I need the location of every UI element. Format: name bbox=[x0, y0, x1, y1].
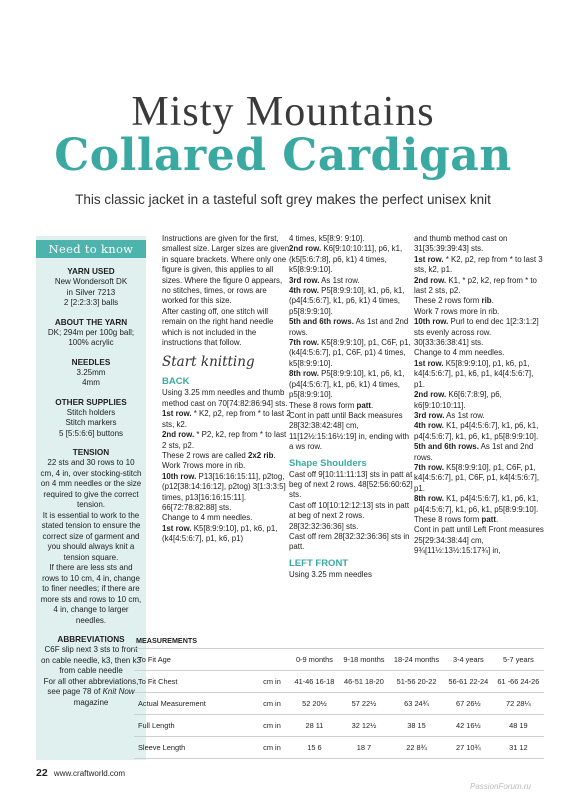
abbr-ref-text: For all other abbreviations, see page 78 of bbox=[43, 676, 139, 696]
instruction-text: Work 7rows more in rib. bbox=[162, 461, 246, 471]
page-footer bbox=[36, 767, 125, 779]
need-to-know-sidebar bbox=[36, 236, 146, 760]
instruction-row bbox=[162, 430, 292, 451]
table-cell: 9-18 months bbox=[339, 649, 389, 671]
instruction-row bbox=[414, 463, 544, 494]
row-text: P5[8:9:9:10], k1, p6, k1, (p4[4:5:6:7], k1, p6, k1) 4 times, p5[8:9:9:10]. bbox=[289, 369, 405, 400]
row-label: 10th row. bbox=[414, 317, 449, 327]
row-label: 2nd row. bbox=[414, 390, 447, 400]
table-cell: 56-61 22-24 bbox=[444, 671, 493, 693]
yarn-used-heading: YARN USED bbox=[67, 267, 115, 276]
start-knitting-heading: Start knitting bbox=[162, 354, 255, 371]
table-cell: 57 22½ bbox=[339, 693, 389, 715]
abbreviations-heading: ABBREVIATIONS bbox=[57, 635, 125, 644]
row-text: K1, p4[4:5:6:7], k1, p6, k1, p4[4:5:6:7], k1, p6, k1, p5[8:9:9:10]. bbox=[414, 494, 539, 514]
row-unit: cm in bbox=[254, 671, 290, 693]
row-unit: cm in bbox=[254, 715, 290, 737]
about-yarn-heading: ABOUT THE YARN bbox=[54, 317, 128, 327]
column-3 bbox=[414, 234, 544, 557]
table-cell: 38 15 bbox=[389, 715, 444, 737]
magazine-name: Knit Now bbox=[102, 687, 135, 696]
table-header-row bbox=[134, 633, 544, 649]
row-label: 1st row. bbox=[414, 358, 444, 368]
row-label: 1st row. bbox=[414, 254, 444, 264]
text: . bbox=[273, 450, 276, 460]
row-label: 2nd row. bbox=[414, 275, 447, 285]
tension-text: If there are less sts and rows to 10 cm, 4 in, change to finer needles; if there are more sts and rows to 10 cm, 4 in, change to larger needles. bbox=[40, 563, 142, 625]
row-label: 4th row. bbox=[289, 286, 319, 296]
column-1 bbox=[162, 234, 292, 545]
row-text: * P2, k2, rep from * to last 2 sts, p2. bbox=[162, 430, 287, 450]
instruction-text: Change to 4 mm needles. bbox=[414, 348, 505, 358]
instruction-row bbox=[162, 409, 292, 430]
shape-shoulders-heading: Shape Shoulders bbox=[289, 457, 367, 469]
row-text: K5[8:9:9:10], p1, C6F, p1, k4[4:5:6:7], p1, C6F, p1, k4[4:5:6:7], p1. bbox=[414, 462, 540, 493]
instruction-text: Using 3.25 mm needles bbox=[289, 569, 372, 579]
yarn-used-line: in Silver 7213 bbox=[66, 287, 116, 297]
table-cell: 0-9 months bbox=[290, 649, 339, 671]
row-label: 5th and 6th rows. bbox=[289, 317, 354, 327]
subtitle: This classic jacket in a tasteful soft grey makes the perfect unisex knit bbox=[75, 192, 491, 207]
instruction-text bbox=[289, 401, 413, 411]
intro-text: After casting off, one stitch will remain on the right hand needle which is not included in the instructions that follow. bbox=[162, 306, 274, 348]
text: . bbox=[371, 400, 374, 410]
watermark: PassionForum.ru bbox=[470, 782, 531, 791]
row-label: To Fit Chest bbox=[134, 671, 254, 693]
text: These 8 rows form bbox=[414, 514, 482, 524]
table-row bbox=[134, 715, 544, 737]
instruction-text: Using 3.25 mm needles and thumb method cast on 70[74:82:86:94] sts. bbox=[162, 388, 288, 408]
left-front-heading: LEFT FRONT bbox=[289, 557, 349, 569]
instruction-row bbox=[289, 286, 413, 317]
instruction-row bbox=[289, 369, 413, 400]
supplies-heading: OTHER SUPPLIES bbox=[55, 397, 127, 407]
instruction-text: Cont in patt until Back measures 28[32:38:42:48] cm, 11[12½:15:16½:19] in, ending with a ws row. bbox=[289, 410, 410, 452]
row-text: Purl to end dec 1[2:3:1:2] sts evenly across row. 30[33:36:38:41] sts. bbox=[414, 317, 539, 348]
table-cell: 5-7 years bbox=[493, 649, 544, 671]
row-label: 10th row. bbox=[162, 471, 197, 481]
row-label: 8th row. bbox=[414, 494, 444, 504]
instruction-row bbox=[162, 524, 292, 545]
text: These 2 rows form bbox=[414, 296, 482, 306]
table-cell: 31 12 bbox=[493, 737, 544, 759]
table-cell: 42 16½ bbox=[444, 715, 493, 737]
needle-size: 3.25mm bbox=[76, 367, 106, 377]
supply-item: Stitch holders bbox=[66, 407, 116, 417]
row-label: 2nd row. bbox=[162, 430, 195, 440]
term: patt bbox=[481, 514, 496, 524]
row-text: As 1st and 2nd rows. bbox=[289, 317, 409, 337]
table-cell: 18 7 bbox=[339, 737, 389, 759]
row-label: 3rd row. bbox=[289, 275, 320, 285]
instruction-text bbox=[414, 296, 544, 306]
instruction-row bbox=[414, 411, 544, 421]
instruction-row bbox=[162, 472, 292, 514]
table-cell: 67 26½ bbox=[444, 693, 493, 715]
row-text: P13[16:16:15:11], p2tog, (p12[38:14:16:12], p2tog) 3[1:3:3:5] times, p13[16:16:15:11]. 66[72:78:82:88] sts. bbox=[162, 471, 286, 512]
tension-text: It is essential to work to the stated tension to ensure the correct size of garment and you should always knit a tension square. bbox=[41, 510, 141, 562]
instruction-row bbox=[414, 359, 544, 390]
instruction-text: Cast off 10[10:12:12:13] sts in patt at beg of next 2 rows. 28[32:32:36:36] sts. bbox=[289, 500, 410, 531]
tension-text: 22 sts and 30 rows to 10 cm, 4 in, over stocking-stitch on 4 mm needles or the size required to give the correct tension. bbox=[40, 458, 142, 509]
instruction-row bbox=[414, 255, 544, 276]
row-text: K6[9:10:10:11], p6, k1, (k5[5:6:7:8], p6, k1) 4 times, k5[8:9:9:10]. bbox=[289, 244, 403, 275]
table-cell: 46-51 18-20 bbox=[339, 671, 389, 693]
instruction-text: Cast off 9[10:11:11:13] sts in patt at beg of next 2 rows. 48[52:56:60:62] sts. bbox=[289, 469, 413, 500]
sidebar-heading: Need to know bbox=[36, 240, 146, 258]
yarn-used-line: New Wondersoft DK bbox=[54, 277, 128, 286]
row-label: 1st row. bbox=[162, 409, 192, 419]
row-text: K1, * p2, k2, rep from * to last 2 sts, p2. bbox=[414, 275, 537, 296]
table-cell: 61 -66 24-26 bbox=[493, 671, 544, 693]
intro-text: Instructions are given for the first, smallest size. Larger sizes are given in square brackets. Where only one figure is given, this applies to all sizes. Where the figure 0 appears, no stitches, times, or rows are worked for this size. bbox=[162, 234, 290, 306]
term: rib bbox=[481, 296, 492, 306]
instruction-text: Cast off rem 28[32:32:36:36] sts in patt. bbox=[289, 531, 410, 552]
table-cell: 32 12½ bbox=[339, 715, 389, 737]
table-cell: 27 10¾ bbox=[444, 737, 493, 759]
row-text: K6[6:7:8:9], p6, k6[9:10:10:11]. bbox=[414, 390, 502, 410]
abbreviation-ref bbox=[40, 677, 142, 709]
table-cell: 15 6 bbox=[290, 737, 339, 759]
row-label: To Fit Age bbox=[134, 649, 254, 671]
instruction-text: and thumb method cast on 31[35:39:39:43] sts. bbox=[414, 234, 508, 254]
row-label: 5th and 6th rows. bbox=[414, 442, 479, 452]
instruction-row bbox=[414, 442, 544, 463]
table-cell: 51-56 20-22 bbox=[389, 671, 444, 693]
instruction-text bbox=[162, 451, 292, 461]
row-label: 7th row. bbox=[414, 462, 444, 472]
title-line-1: Misty Mountains bbox=[131, 89, 435, 135]
abbreviation-text: C6F slip next 3 sts to front on cable needle, k3, then k3 from cable needle bbox=[40, 645, 142, 675]
back-heading: BACK bbox=[162, 376, 190, 388]
instruction-row bbox=[414, 276, 544, 297]
row-text: K5[8:9:9:10], p1, k6, p1, (k4[4:5:6:7], p1, k6, p1) bbox=[162, 523, 278, 544]
table-cell: 48 19 bbox=[493, 715, 544, 737]
row-text: K5[8:9:9:10], p1, k6, p1, k4[4:5:6:7], p1, k6, p1, k4[4:5:6:7], p1. bbox=[414, 358, 534, 389]
table-cell: 22 8¾ bbox=[389, 737, 444, 759]
instruction-text: Work 7 rows more in rib. bbox=[414, 306, 500, 316]
table-header: MEASUREMENTS bbox=[134, 633, 544, 649]
title-line-2: Collared Cardigan bbox=[54, 130, 512, 181]
table-cell: 52 20½ bbox=[290, 693, 339, 715]
about-line: DK; 294m per 100g ball; bbox=[47, 327, 135, 337]
row-text: P5[8:9:9:10], k1, p6, k1, (p4[4:5:6:7], k1, p6, k1) 4 times, p5[8:9:9:10]. bbox=[289, 286, 405, 316]
row-label: Actual Measurement bbox=[134, 693, 254, 715]
row-label: 2nd row. bbox=[289, 244, 322, 254]
row-text: K5[8:9:9:10], p1, C6F, p1, (k4[4:5:6:7], p1, C6F, p1) 4 times, k5[8:9:9:10]. bbox=[289, 338, 411, 368]
supply-item: 5 [5:5:6:6] buttons bbox=[58, 428, 124, 438]
row-label: 4th row. bbox=[414, 421, 444, 431]
instruction-row bbox=[289, 338, 413, 369]
row-label: Sleeve Length bbox=[134, 737, 254, 759]
instruction-row bbox=[414, 421, 544, 442]
row-unit: cm in bbox=[254, 693, 290, 715]
text: These 2 rows are called bbox=[162, 450, 248, 460]
row-text: As 1st row. bbox=[319, 275, 360, 285]
text: . bbox=[491, 296, 494, 306]
instruction-text: Cont in patt until Left Front measures 25[29:34:38:44] cm, 9¾[11½:13½:15:17¾] in, bbox=[414, 525, 544, 556]
instruction-row bbox=[289, 317, 413, 338]
measurements-table bbox=[134, 633, 544, 759]
column-2 bbox=[289, 234, 413, 580]
page-number: 22 bbox=[36, 767, 48, 779]
table-row bbox=[134, 649, 544, 671]
abbr-ref-text: magazine bbox=[73, 697, 109, 707]
table-row bbox=[134, 693, 544, 715]
instruction-row bbox=[414, 494, 544, 515]
row-unit: cm in bbox=[254, 737, 290, 759]
needles-heading: NEEDLES bbox=[71, 357, 111, 367]
supply-item: Stitch markers bbox=[65, 418, 117, 427]
instruction-row bbox=[414, 390, 544, 411]
table-cell: 18-24 months bbox=[389, 649, 444, 671]
row-label: 7th row. bbox=[289, 338, 319, 348]
text: . bbox=[496, 514, 499, 524]
row-text: * K2, p2, rep from * to last 2 sts, k2. bbox=[162, 409, 291, 429]
website-link[interactable]: www.craftworld.com bbox=[53, 769, 126, 778]
table-row bbox=[134, 737, 544, 759]
row-text: K1, p4[4:5:6:7], k1, p6, k1, p4[4:5:6:7], k1, p6, k1, p5[8:9:9:10]. bbox=[414, 421, 539, 441]
row-label: 1st row. bbox=[162, 523, 192, 533]
term: 2x2 rib bbox=[247, 450, 274, 460]
needle-size: 4mm bbox=[82, 378, 100, 387]
row-label: 8th row. bbox=[289, 369, 319, 379]
text: These 8 rows form bbox=[289, 400, 357, 410]
table-cell: 3-4 years bbox=[444, 649, 493, 671]
tension-heading: TENSION bbox=[72, 448, 110, 457]
row-text: * K2, p2, rep from * to last 3 sts, k2, p1. bbox=[414, 254, 543, 275]
row-unit bbox=[254, 649, 290, 671]
instruction-row bbox=[289, 244, 413, 275]
instruction-text bbox=[414, 515, 544, 525]
row-label: 3rd row. bbox=[414, 410, 445, 420]
table-cell: 72 28¼ bbox=[493, 693, 544, 715]
row-label: Full Length bbox=[134, 715, 254, 737]
table-cell: 63 24¾ bbox=[389, 693, 444, 715]
term: patt bbox=[356, 400, 371, 410]
about-line: 100% acrylic bbox=[68, 338, 114, 347]
instruction-row bbox=[414, 317, 544, 348]
yarn-used-line: 2 [2:2:3:3] balls bbox=[63, 298, 119, 307]
instruction-row bbox=[289, 276, 413, 286]
table-row bbox=[134, 671, 544, 693]
row-text: As 1st and 2nd rows. bbox=[414, 442, 534, 462]
instruction-text: Change to 4 mm needles. bbox=[162, 513, 253, 523]
table-cell: 28 11 bbox=[290, 715, 339, 737]
table-cell: 41-46 16-18 bbox=[290, 671, 339, 693]
instruction-text: 4 times, k5[8:9: 9:10]. bbox=[289, 234, 365, 243]
row-text: As 1st row. bbox=[444, 410, 485, 420]
